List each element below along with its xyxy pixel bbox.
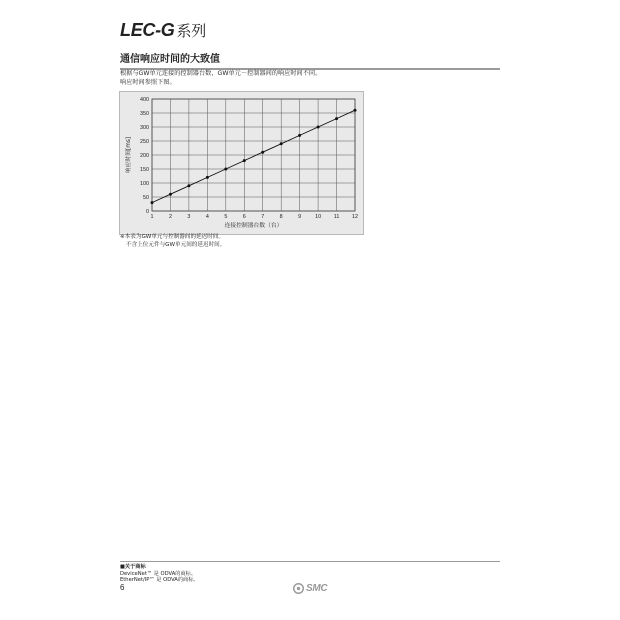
data-point <box>317 126 320 129</box>
data-point <box>151 201 154 204</box>
brand-logo <box>293 583 327 594</box>
y-tick-label: 50 <box>143 195 149 201</box>
x-tick-label: 1 <box>150 214 154 220</box>
y-axis-label: 响应时间[ms] <box>126 136 132 174</box>
y-tick-label: 0 <box>146 209 149 215</box>
data-point <box>187 184 190 187</box>
smc-logo-mark-icon <box>293 583 304 594</box>
x-tick-label: 4 <box>205 214 209 220</box>
trademark-heading: ■关于商标 <box>120 564 146 570</box>
x-tick-label: 9 <box>298 214 302 220</box>
x-tick-label: 12 <box>352 214 358 220</box>
response-time-chart <box>120 92 363 234</box>
y-tick-label: 400 <box>140 97 149 103</box>
x-tick-label: 3 <box>187 214 191 220</box>
chart-frame <box>119 91 364 235</box>
series-title <box>120 20 206 41</box>
data-point <box>280 142 283 145</box>
y-tick-label: 200 <box>140 153 149 159</box>
section-heading: 通信响应时间的大致值 <box>120 50 500 70</box>
data-point <box>261 151 264 154</box>
description <box>120 69 500 87</box>
data-point <box>224 168 227 171</box>
trademark-line-1: DeviceNet™ 是 ODVA的商标。 <box>120 570 197 577</box>
series-suffix: 系列 <box>176 23 206 40</box>
y-tick-label: 350 <box>140 111 149 117</box>
x-tick-label: 5 <box>224 214 228 220</box>
footnote-line-1: ※本表为GW单元与控制器间的延迟时间。 <box>120 234 225 240</box>
trademark-notice <box>120 564 199 584</box>
trademark-line-2: EtherNet/IP™ 是 ODVA的商标。 <box>120 577 199 584</box>
x-tick-label: 7 <box>261 214 265 220</box>
data-point <box>335 117 338 120</box>
y-tick-label: 250 <box>140 139 149 145</box>
y-tick-label: 100 <box>140 181 149 187</box>
brand-name: SMC <box>306 583 328 594</box>
footnote-line-2: 不含上位元件与GW单元间的延迟时间。 <box>126 241 226 248</box>
data-point <box>206 176 209 179</box>
description-line-2: 响应时间参照下图。 <box>120 79 176 86</box>
data-point <box>243 159 246 162</box>
description-line-1: 根据与GW单元连接的控制器台数，GW单元－控制器间的响应时间不同。 <box>120 70 322 77</box>
chart-footnote <box>120 234 225 249</box>
x-tick-label: 10 <box>315 214 322 220</box>
data-point <box>354 109 357 112</box>
data-point <box>298 134 301 137</box>
y-tick-label: 300 <box>140 125 149 131</box>
x-tick-label: 8 <box>279 214 283 220</box>
bottom-divider <box>120 561 500 562</box>
x-axis-label: 连接控制器台数（台） <box>224 223 283 229</box>
x-tick-label: 2 <box>168 214 172 220</box>
x-tick-label: 6 <box>242 214 246 220</box>
page-number: 6 <box>120 583 125 592</box>
y-tick-label: 150 <box>140 167 149 173</box>
data-point <box>169 193 172 196</box>
x-tick-label: 11 <box>333 214 340 220</box>
series-name: LEC-G <box>120 20 175 40</box>
